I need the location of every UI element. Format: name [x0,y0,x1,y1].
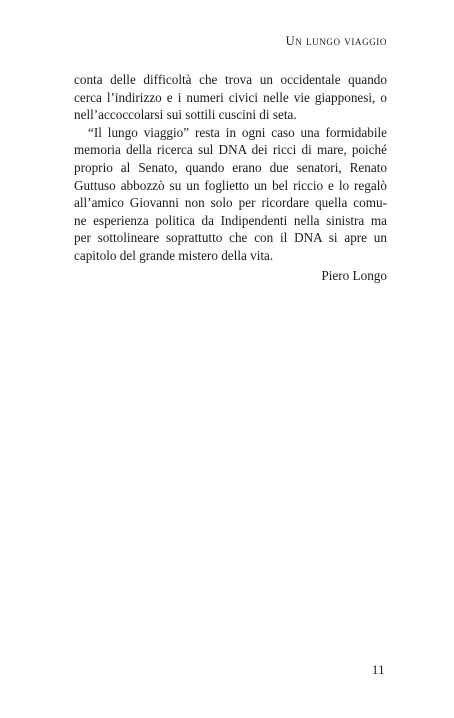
body-text [74,71,387,265]
text-line: capitolo del grande mistero della vita. [74,247,274,263]
page-number: 11 [371,663,385,677]
text-line: all’amico Giovanni non solo per ricordare quella comu- [74,195,387,211]
running-head-title: Un lungo viaggio [285,34,387,48]
paragraph-1 [74,71,387,124]
text-line: Guttuso abbozzò su un foglietto un bel riccio e lo regalò [74,177,387,193]
text-line: “Il lungo viaggio” resta in ogni caso una formidabile [88,124,387,140]
author-signature: Piero Longo [321,268,387,283]
text-line: cerca l’indirizzo e i numeri civici nelle vie giapponesi, o [74,89,387,105]
text-line: proprio al Senato, quando erano due senatori, Renato [74,159,387,175]
text-line: per sottolineare soprattutto che con il DNA si apre un [74,230,387,246]
text-line: ne esperienza politica da Indipendenti nella sinistra ma [74,212,387,228]
text-line: conta delle difficoltà che trova un occidentale quando [74,72,387,87]
text-line: memoria della ricerca sul DNA dei ricci di mare, poiché [74,142,387,158]
paragraph-2 [74,124,387,265]
text-line: nell’accoccolarsi sui sottili cuscini di seta. [74,107,297,123]
